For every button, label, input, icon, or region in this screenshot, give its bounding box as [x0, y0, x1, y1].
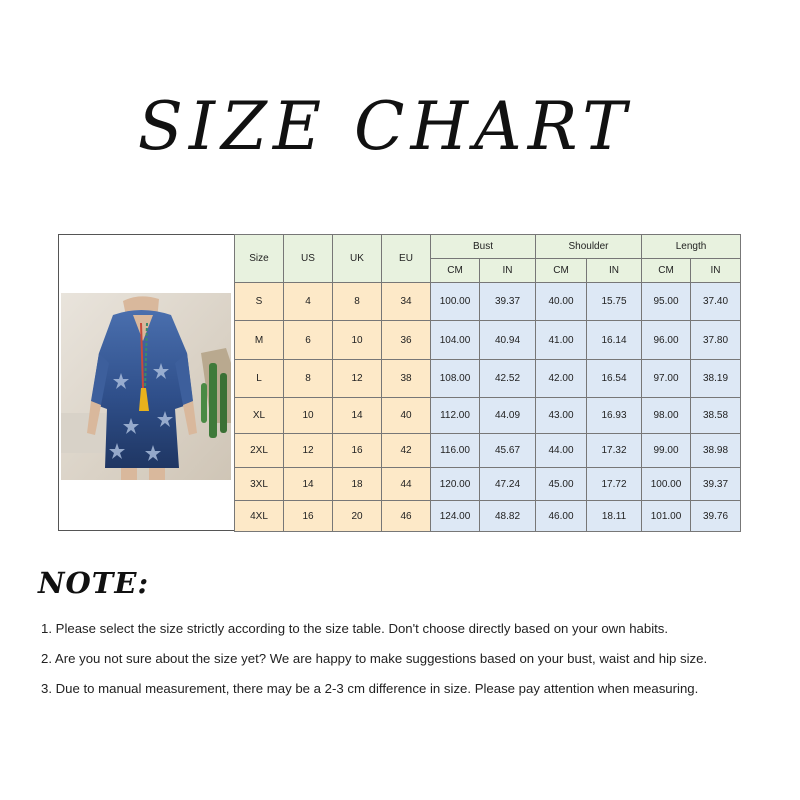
cell-shoulder-cm: 41.00: [536, 321, 587, 360]
cell-shoulder-in: 17.72: [587, 468, 642, 501]
cell-size: S: [235, 283, 284, 321]
header-us: US: [284, 235, 333, 283]
cell-shoulder-cm: 43.00: [536, 398, 587, 434]
cell-bust-in: 44.09: [480, 398, 536, 434]
subheader-bust-cm: CM: [431, 259, 480, 283]
subheader-length-cm: CM: [642, 259, 691, 283]
cell-shoulder-cm: 44.00: [536, 434, 587, 468]
cell-us: 16: [284, 501, 333, 532]
cell-shoulder-in: 16.54: [587, 360, 642, 398]
cell-size: 2XL: [235, 434, 284, 468]
cell-eu: 42: [382, 434, 431, 468]
cell-bust-cm: 108.00: [431, 360, 480, 398]
cell-size: L: [235, 360, 284, 398]
cell-uk: 14: [333, 398, 382, 434]
note-title: NOTE:: [38, 566, 150, 600]
cell-length-cm: 97.00: [642, 360, 691, 398]
table-row: [235, 283, 741, 321]
cell-bust-cm: 112.00: [431, 398, 480, 434]
table-row: [235, 501, 741, 532]
table-row: [235, 434, 741, 468]
cell-length-in: 39.37: [691, 468, 741, 501]
cell-length-cm: 101.00: [642, 501, 691, 532]
cell-shoulder-in: 16.93: [587, 398, 642, 434]
cell-eu: 44: [382, 468, 431, 501]
subheader-bust-in: IN: [480, 259, 536, 283]
cell-shoulder-in: 17.32: [587, 434, 642, 468]
cell-size: XL: [235, 398, 284, 434]
note-item: 1. Please select the size strictly according to the size table. Don't choose directly based on your own habits.: [41, 621, 669, 636]
cell-bust-cm: 116.00: [431, 434, 480, 468]
cell-bust-in: 40.94: [480, 321, 536, 360]
cell-size: 3XL: [235, 468, 284, 501]
product-photo: [61, 293, 231, 480]
cell-shoulder-cm: 42.00: [536, 360, 587, 398]
cell-shoulder-cm: 40.00: [536, 283, 587, 321]
subheader-shoulder-in: IN: [587, 259, 642, 283]
cell-eu: 34: [382, 283, 431, 321]
subheader-shoulder-cm: CM: [536, 259, 587, 283]
cell-length-cm: 96.00: [642, 321, 691, 360]
note-item: 3. Due to manual measurement, there may be a 2-3 cm difference in size. Please pay attention when measuring.: [41, 681, 699, 696]
cell-eu: 36: [382, 321, 431, 360]
cell-length-in: 38.98: [691, 434, 741, 468]
header-length: Length: [642, 235, 741, 259]
cell-bust-in: 48.82: [480, 501, 536, 532]
cell-shoulder-in: 16.14: [587, 321, 642, 360]
cell-bust-in: 39.37: [480, 283, 536, 321]
cell-size: 4XL: [235, 501, 284, 532]
cell-bust-in: 42.52: [480, 360, 536, 398]
cell-length-in: 37.40: [691, 283, 741, 321]
cell-bust-cm: 104.00: [431, 321, 480, 360]
cell-uk: 18: [333, 468, 382, 501]
cell-length-cm: 99.00: [642, 434, 691, 468]
size-table: [234, 234, 741, 532]
cell-length-in: 38.58: [691, 398, 741, 434]
header-shoulder: Shoulder: [536, 235, 642, 259]
table-row: [235, 468, 741, 501]
cell-shoulder-in: 18.11: [587, 501, 642, 532]
table-row: [235, 321, 741, 360]
cell-bust-cm: 120.00: [431, 468, 480, 501]
table-row: [235, 360, 741, 398]
cell-us: 14: [284, 468, 333, 501]
cell-length-in: 39.76: [691, 501, 741, 532]
cell-shoulder-in: 15.75: [587, 283, 642, 321]
header-uk: UK: [333, 235, 382, 283]
note-item: 2. Are you not sure about the size yet? We are happy to make suggestions based on your bust, waist and hip size.: [41, 651, 708, 666]
cell-shoulder-cm: 46.00: [536, 501, 587, 532]
cell-length-cm: 95.00: [642, 283, 691, 321]
cell-shoulder-cm: 45.00: [536, 468, 587, 501]
cell-length-in: 38.19: [691, 360, 741, 398]
cell-length-cm: 98.00: [642, 398, 691, 434]
cell-eu: 38: [382, 360, 431, 398]
cell-eu: 46: [382, 501, 431, 532]
cell-us: 6: [284, 321, 333, 360]
cell-eu: 40: [382, 398, 431, 434]
cell-length-in: 37.80: [691, 321, 741, 360]
cell-bust-cm: 100.00: [431, 283, 480, 321]
denim-star-dress-image: [61, 293, 231, 480]
header-eu: EU: [382, 235, 431, 283]
note-list: [41, 621, 781, 711]
cell-us: 8: [284, 360, 333, 398]
header-bust: Bust: [431, 235, 536, 259]
cell-us: 4: [284, 283, 333, 321]
cell-uk: 20: [333, 501, 382, 532]
cell-bust-in: 47.24: [480, 468, 536, 501]
cell-bust-cm: 124.00: [431, 501, 480, 532]
cell-size: M: [235, 321, 284, 360]
cell-uk: 10: [333, 321, 382, 360]
cell-us: 10: [284, 398, 333, 434]
header-size: Size: [235, 235, 284, 283]
cell-us: 12: [284, 434, 333, 468]
cell-uk: 16: [333, 434, 382, 468]
subheader-length-in: IN: [691, 259, 741, 283]
page-title: SIZE CHART: [137, 88, 633, 165]
cell-uk: 8: [333, 283, 382, 321]
table-row: [235, 398, 741, 434]
cell-length-cm: 100.00: [642, 468, 691, 501]
cell-uk: 12: [333, 360, 382, 398]
cell-bust-in: 45.67: [480, 434, 536, 468]
